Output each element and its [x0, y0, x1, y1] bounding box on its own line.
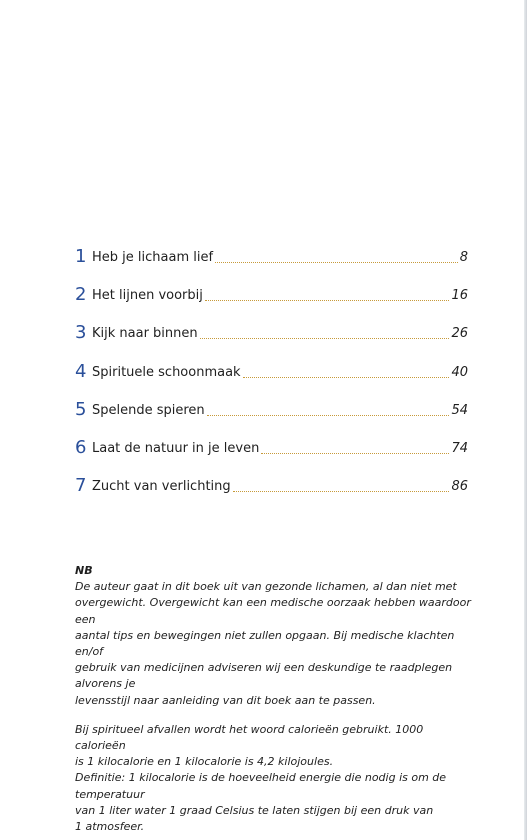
- note-heading: NB: [75, 564, 93, 577]
- page-number: 74: [451, 440, 468, 456]
- toc-entry: [75, 476, 468, 514]
- chapter-number: 4: [75, 360, 87, 382]
- chapter-title: Spirituele schoonmaak: [92, 364, 241, 380]
- chapter-title: Spelende spieren: [92, 402, 205, 418]
- dot-leader: [205, 285, 450, 301]
- toc-entry: [75, 323, 468, 361]
- chapter-number: 7: [75, 475, 87, 497]
- page-number: 54: [451, 402, 468, 418]
- note-line: Bij spiritueel afvallen wordt het woord calorieën gebruikt. 1000 calorieën: [75, 722, 424, 753]
- dot-leader: [261, 438, 449, 454]
- note-line: aantal tips en bewegingen niet zullen opgaan. Bij medische klachten en/of: [75, 628, 455, 659]
- toc-entry: [75, 285, 468, 323]
- page-number: 40: [451, 364, 468, 380]
- chapter-title: Zucht van verlichting: [92, 479, 231, 495]
- page-number: 26: [451, 326, 468, 342]
- disclaimer-note: [75, 563, 475, 835]
- chapter-title: Kijk naar binnen: [92, 326, 198, 342]
- chapter-number: 1: [75, 246, 87, 267]
- page-number: 8: [459, 250, 468, 265]
- page-number: 86: [451, 479, 468, 495]
- note-line: is 1 kilocalorie en 1 kilocalorie is 4,2 kilojoules.: [75, 755, 334, 769]
- page-number: 16: [451, 288, 468, 304]
- dot-leader: [215, 247, 458, 263]
- note-line: gebruik van medicijnen adviseren wij een deskundige te raadplegen alvorens je: [75, 661, 453, 691]
- dot-leader: [233, 476, 450, 492]
- toc-entry: [75, 438, 468, 476]
- chapter-number: 5: [75, 398, 87, 420]
- note-line: overgewicht. Overgewicht kan een medische oorzaak hebben waardoor een: [75, 596, 471, 626]
- paragraph-gap: [75, 709, 475, 722]
- chapter-number: 2: [75, 284, 87, 306]
- note-line: 1 atmosfeer.: [75, 820, 145, 834]
- toc-entry: [75, 400, 468, 438]
- toc-entry: [75, 362, 468, 400]
- dot-leader: [200, 323, 450, 339]
- chapter-title: Het lijnen voorbij: [92, 288, 203, 304]
- note-line: van 1 liter water 1 graad Celsius te laten stijgen bij een druk van: [75, 803, 434, 817]
- note-line: Definitie: 1 kilocalorie is de hoeveelheid energie die nodig is om de temperatuur: [75, 771, 447, 801]
- chapter-title: Laat de natuur in je leven: [92, 440, 260, 456]
- toc-entry: [75, 247, 468, 285]
- dot-leader: [207, 400, 450, 416]
- chapter-number: 6: [75, 436, 87, 458]
- table-of-contents: [75, 247, 468, 514]
- note-line: levensstijl naar aanleiding van dit boek aan te passen.: [75, 693, 376, 707]
- chapter-number: 3: [75, 322, 87, 344]
- chapter-title: Heb je lichaam lief: [92, 250, 214, 265]
- dot-leader: [243, 362, 450, 378]
- note-line: De auteur gaat in dit boek uit van gezonde lichamen, al dan niet met: [75, 580, 457, 594]
